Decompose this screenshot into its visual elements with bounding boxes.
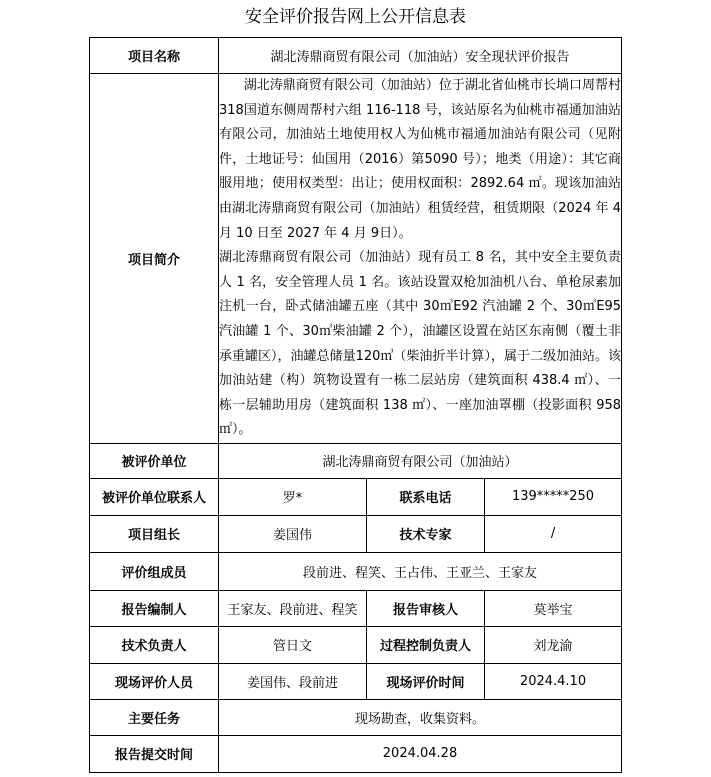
team-members-value: 段前进、程笑、王占伟、王亚兰、王家友 bbox=[219, 552, 622, 590]
report-reviewer-value: 莫举宝 bbox=[485, 590, 622, 626]
evaluated-unit-label: 被评价单位 bbox=[90, 443, 219, 478]
site-time-label: 现场评价时间 bbox=[367, 663, 485, 699]
team-members-label: 评价组成员 bbox=[90, 552, 219, 590]
info-table bbox=[89, 37, 622, 773]
report-author-label: 报告编制人 bbox=[90, 590, 219, 626]
project-summary-label: 项目简介 bbox=[90, 74, 219, 444]
process-control-label: 过程控制负责人 bbox=[367, 626, 485, 663]
process-control-value: 刘龙渝 bbox=[485, 626, 622, 663]
contact-label: 被评价单位联系人 bbox=[90, 478, 219, 515]
row-team-leader bbox=[90, 515, 622, 552]
main-task-label: 主要任务 bbox=[90, 699, 219, 735]
project-summary-value bbox=[219, 74, 622, 444]
page-title: 安全评价报告网上公开信息表 bbox=[245, 7, 466, 27]
site-staff-label: 现场评价人员 bbox=[90, 663, 219, 699]
contact-value: 罗* bbox=[219, 478, 367, 515]
project-name-value: 湖北涛鼎商贸有限公司（加油站）安全现状评价报告 bbox=[219, 38, 622, 74]
technical-expert-value: / bbox=[485, 515, 622, 552]
main-task-value: 现场勘查，收集资料。 bbox=[219, 699, 622, 735]
row-main-task bbox=[90, 699, 622, 735]
summary-paragraph-1: 湖北涛鼎商贸有限公司（加油站）位于湖北省仙桃市长埫口周帮村318国道东侧周帮村六组 116-118 号，该站原名为仙桃市福通加油站有限公司，加油站土地使用权人为仙桃市福通加油站有限公司（见附件，土地证号：仙国用（2016）第5090 号）；地类（用途）：其它商服用地；使用权类型：出让；使用权面积：2892.64 ㎡。现该加油站由湖北涛鼎商贸有限公司（加油站）租赁经营，租赁期限（2024 年 4 月 10 日至 2027 年 4 月 9日）。 bbox=[219, 78, 622, 241]
technical-lead-label: 技术负责人 bbox=[90, 626, 219, 663]
row-contact bbox=[90, 478, 622, 515]
evaluated-unit-value: 湖北涛鼎商贸有限公司（加油站） bbox=[219, 443, 622, 478]
project-name-label: 项目名称 bbox=[90, 38, 219, 74]
phone-label: 联系电话 bbox=[367, 478, 485, 515]
report-author-value: 王家友、段前进、程笑 bbox=[219, 590, 367, 626]
row-site-evaluation bbox=[90, 663, 622, 699]
row-evaluated-unit bbox=[90, 443, 622, 478]
submit-time-value: 2024.04.28 bbox=[219, 735, 622, 772]
report-reviewer-label: 报告审核人 bbox=[367, 590, 485, 626]
row-team-members bbox=[90, 552, 622, 590]
site-staff-value: 姜国伟、段前进 bbox=[219, 663, 367, 699]
technical-expert-label: 技术专家 bbox=[367, 515, 485, 552]
submit-time-label: 报告提交时间 bbox=[90, 735, 219, 772]
row-technical bbox=[90, 626, 622, 663]
team-leader-value: 姜国伟 bbox=[219, 515, 367, 552]
row-project-summary bbox=[90, 74, 622, 444]
row-submit-time bbox=[90, 735, 622, 772]
technical-lead-value: 管日文 bbox=[219, 626, 367, 663]
phone-value: 139*****250 bbox=[485, 478, 622, 515]
row-project-name bbox=[90, 38, 622, 74]
site-time-value: 2024.4.10 bbox=[485, 663, 622, 699]
summary-paragraph-2: 湖北涛鼎商贸有限公司（加油站）现有员工 8 名，其中安全主要负责人 1 名，安全管理人员 1 名。该站设置双枪加油机八台、单枪尿素加注机一台，卧式储油罐五座（其中 30㎥E92 汽油罐 2 个、30㎥E95 汽油罐 1 个、30㎥柴油罐 2 个），油罐区设置在站区东南侧（覆土非承重罐区），油罐总储量120㎥（柴油折半计算），属于二级加油站。该加油站建（构）筑物设置有一栋二层站房（建筑面积 438.4 ㎡）、一栋一层辅助用房（建筑面积 138 ㎡）、一座加油罩棚（投影面积 958 ㎡）。 bbox=[219, 250, 622, 438]
team-leader-label: 项目组长 bbox=[90, 515, 219, 552]
row-report bbox=[90, 590, 622, 626]
